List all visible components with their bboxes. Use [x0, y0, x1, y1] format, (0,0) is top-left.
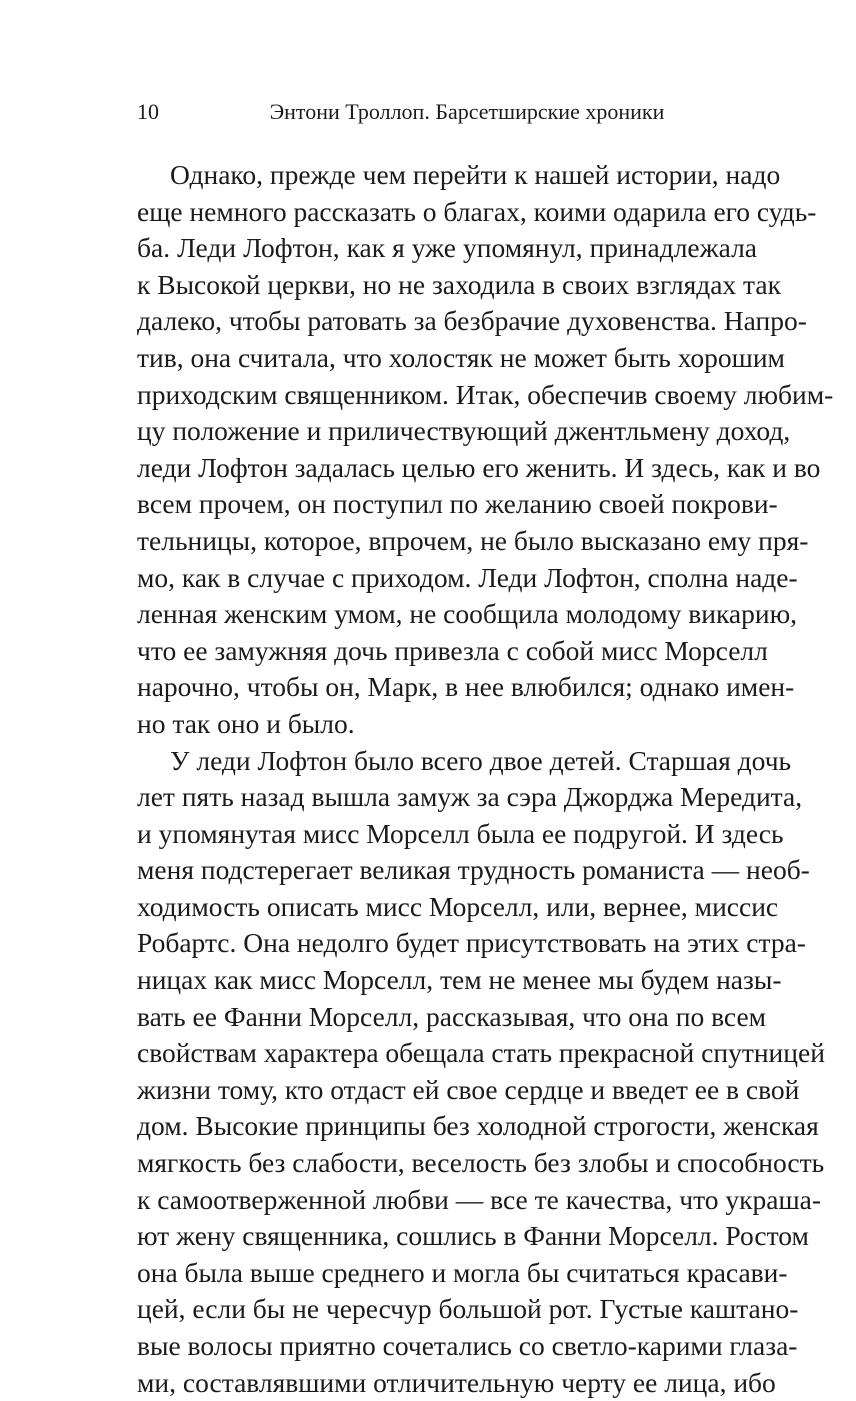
text-line: вые волосы приятно сочетались со светло-карими глаза- — [137, 1328, 757, 1365]
text-line: меня подстерегает великая трудность романиста — необ- — [137, 852, 757, 889]
text-line: ходимость описать мисс Морселл, или, вернее, миссис — [137, 889, 757, 926]
text-line: ми, составлявшими отличительную черту ее лица, ибо — [137, 1365, 757, 1401]
text-line: ба. Леди Лофтон, как я уже упомянул, принадлежала — [137, 230, 757, 267]
running-head — [137, 97, 757, 127]
text-line: Однако, прежде чем перейти к нашей истории, надо — [137, 157, 757, 194]
text-line: цу положение и приличествующий джентльмену доход, — [137, 413, 757, 450]
body-text — [137, 157, 757, 1401]
text-line: приходским священником. Итак, обеспечив своему любим- — [137, 377, 757, 414]
text-line: У леди Лофтон было всего двое детей. Старшая дочь — [137, 743, 757, 780]
text-line: но так оно и было. — [137, 706, 757, 743]
text-line: свойствам характера обещала стать прекрасной спутницей — [137, 1035, 757, 1072]
text-line: и упомянутая мисс Морселл была ее подругой. И здесь — [137, 816, 757, 853]
page-number: 10 — [137, 97, 159, 127]
text-line: всем прочем, он поступил по желанию своей покрови- — [137, 486, 757, 523]
text-line: лет пять назад вышла замуж за сэра Джорджа Мередита, — [137, 779, 757, 816]
text-line: мо, как в случае с приходом. Леди Лофтон, сполна наде- — [137, 560, 757, 597]
text-line: ленная женским умом, не сообщила молодому викарию, — [137, 596, 757, 633]
paragraph — [137, 157, 757, 743]
paragraph — [137, 743, 757, 1401]
text-line: тив, она считала, что холостяк не может быть хорошим — [137, 340, 757, 377]
text-line: еще немного рассказать о благах, коими одарила его судь- — [137, 194, 757, 231]
text-line: ют жену священника, сошлись в Фанни Морселл. Ростом — [137, 1218, 757, 1255]
text-line: что ее замужняя дочь привезла с собой мисс Морселл — [137, 633, 757, 670]
text-line: цей, если бы не чересчур большой рот. Густые каштано- — [137, 1291, 757, 1328]
text-line: к самоотверженной любви — все те качества, что украша- — [137, 1182, 757, 1219]
text-line: леди Лофтон задалась целью его женить. И здесь, как и во — [137, 450, 757, 487]
text-line: к Высокой церкви, но не заходила в своих взглядах так — [137, 267, 757, 304]
text-line: тельницы, которое, впрочем, не было высказано ему пря- — [137, 523, 757, 560]
text-line: далеко, чтобы ратовать за безбрачие духовенства. Напро- — [137, 303, 757, 340]
text-line: нарочно, чтобы он, Марк, в нее влюбился; однако имен- — [137, 669, 757, 706]
text-line: дом. Высокие принципы без холодной строгости, женская — [137, 1108, 757, 1145]
text-line: жизни тому, кто отдаст ей свое сердце и введет ее в свой — [137, 1072, 757, 1109]
text-line: вать ее Фанни Морселл, рассказывая, что она по всем — [137, 999, 757, 1036]
running-head-title: Энтони Троллоп. Барсетширские хроники — [137, 97, 757, 127]
text-line: мягкость без слабости, веселость без злобы и способность — [137, 1145, 757, 1182]
text-line: она была выше среднего и могла бы считаться красави- — [137, 1255, 757, 1292]
text-line: ницах как мисс Морселл, тем не менее мы будем назы- — [137, 962, 757, 999]
text-line: Робартс. Она недолго будет присутствовать на этих стра- — [137, 925, 757, 962]
